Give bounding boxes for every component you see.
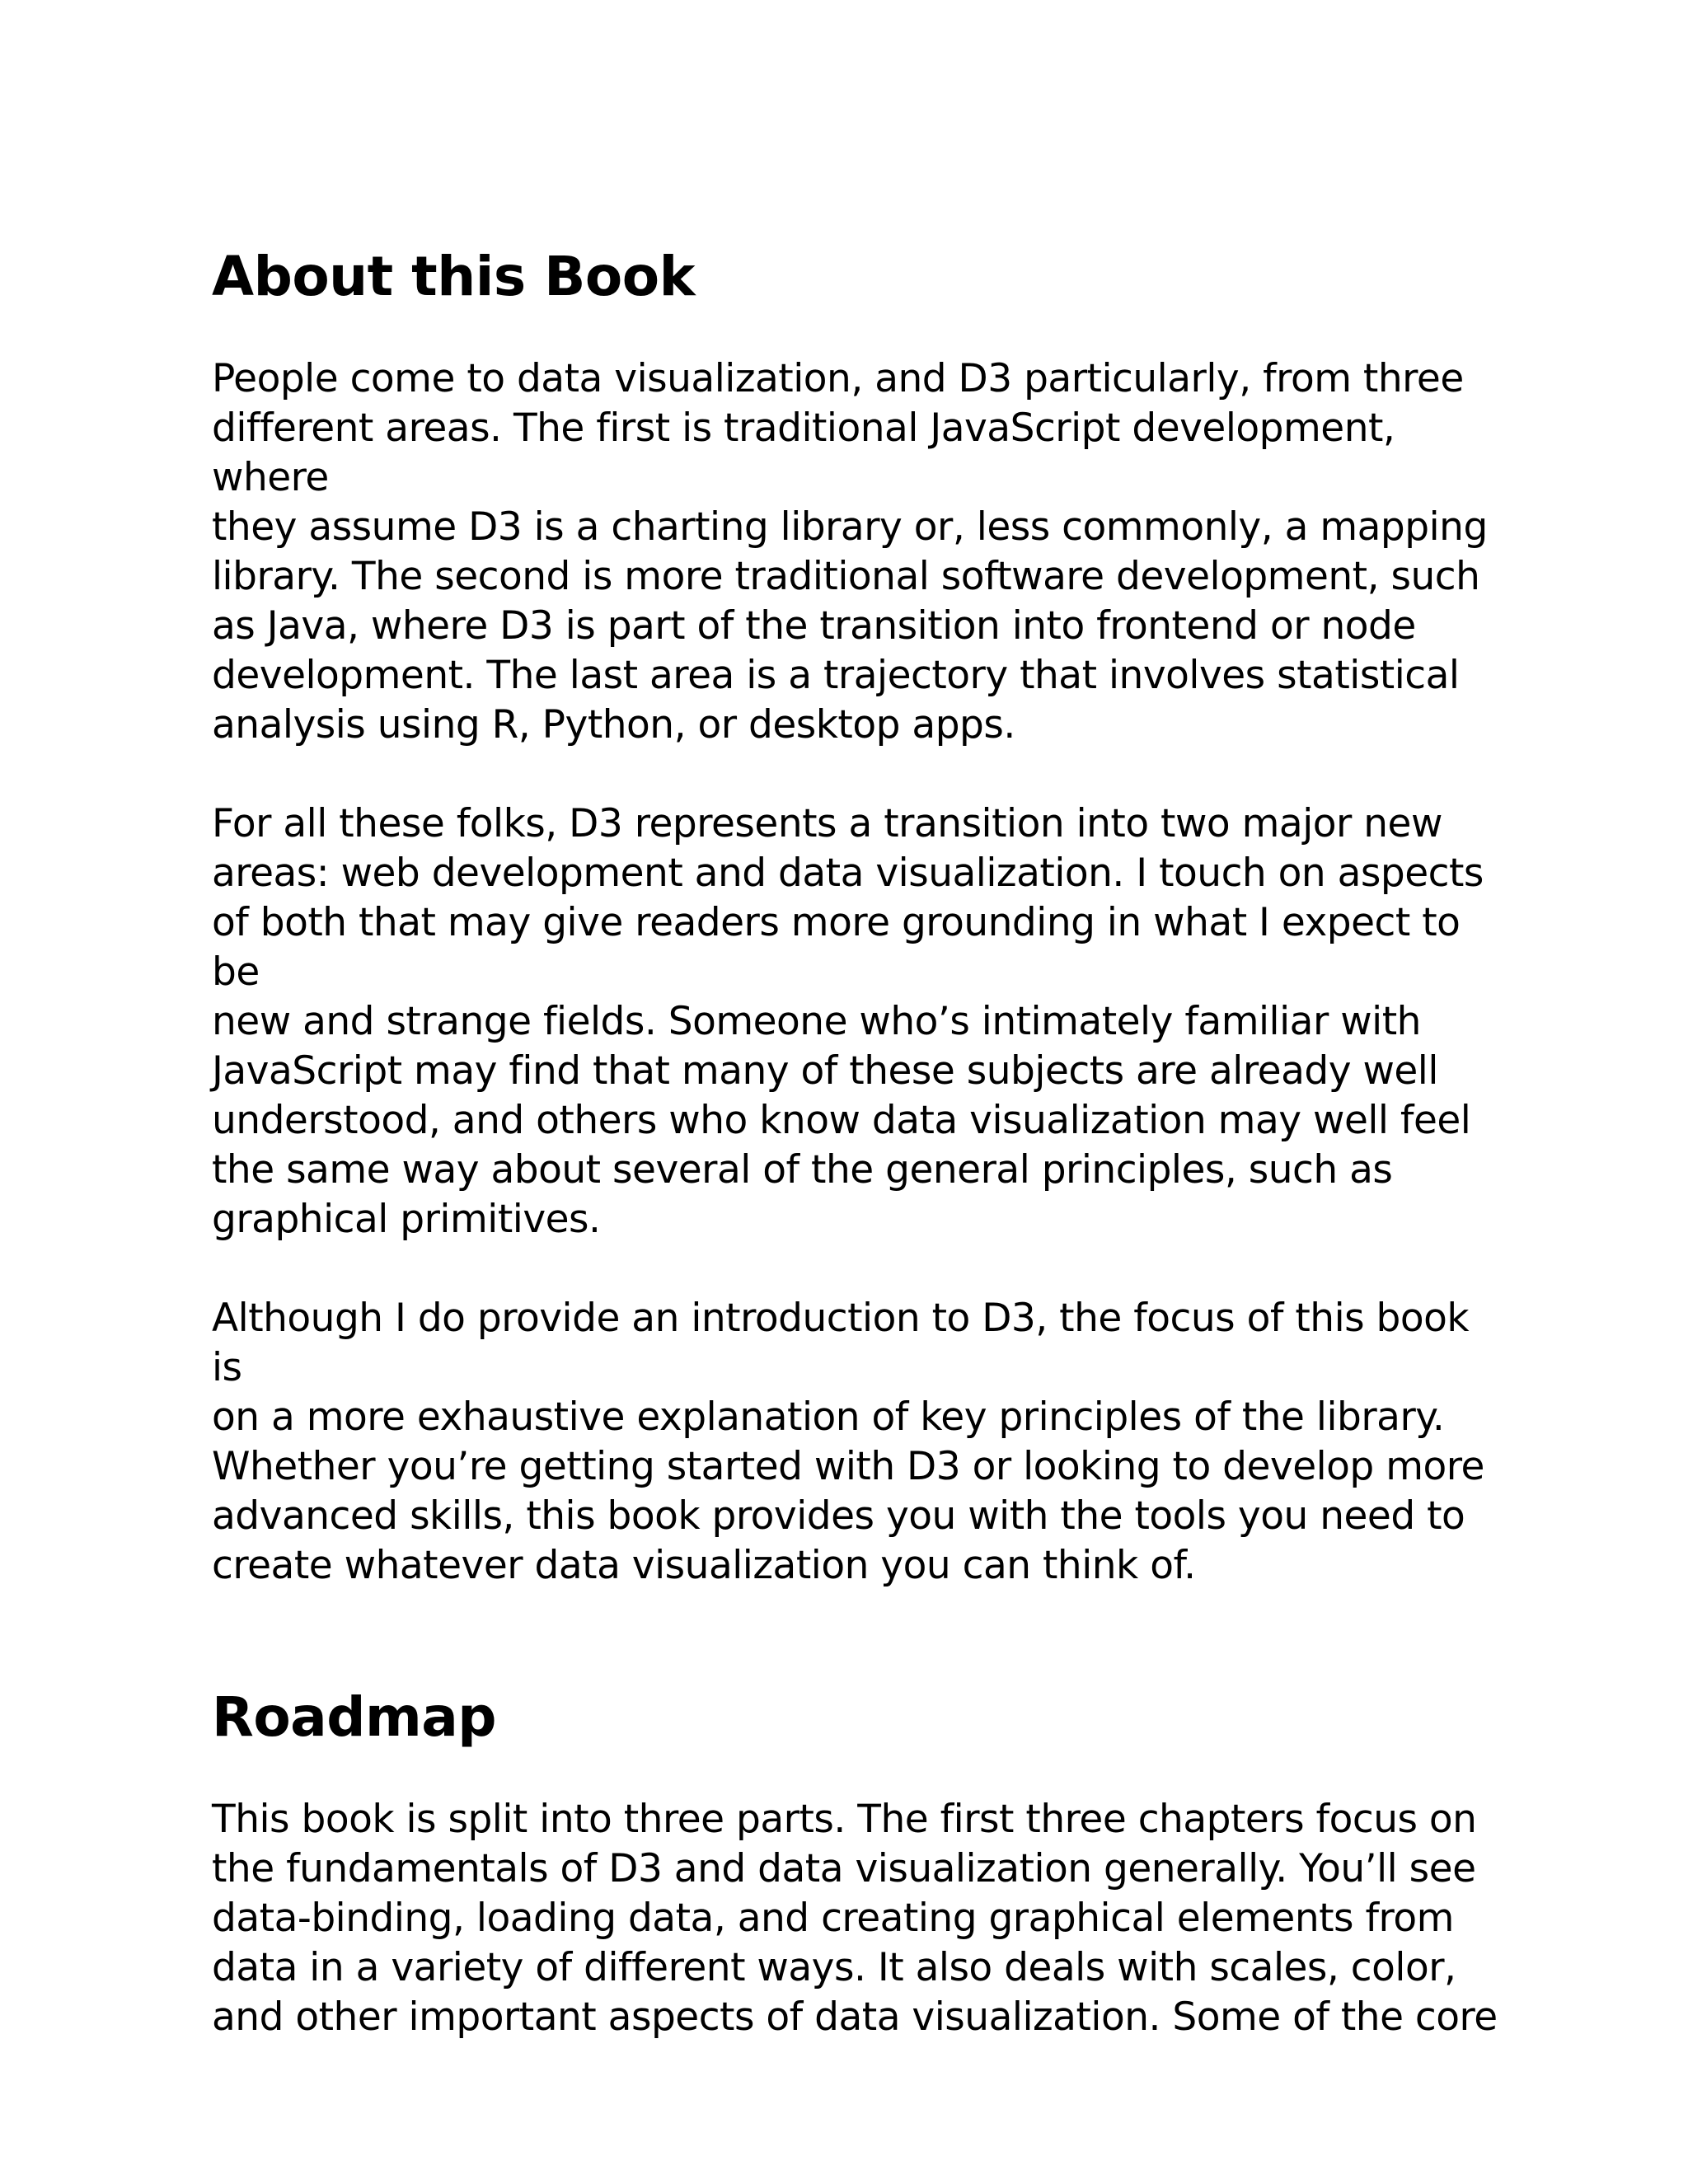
page-content bbox=[212, 241, 1498, 2042]
paragraph-about-3: Although I do provide an introduction to D3, the focus of this book is on a more exhaustive explanation of key principles of the library. Whether you’re getting started with D3 or looking to develop more advanced skills, this book provides you with the tools you need to create whatever data visualization you can think of. bbox=[212, 1296, 1484, 1588]
paragraph-about-1: People come to data visualization, and D3 particularly, from three different areas. The first is traditional JavaScript development, where they assume D3 is a charting library or, less commonly, a mapping library. The second is more traditional software development, such as Java, where D3 is part of the transition into frontend or node development. The last area is a trajectory that involves statistical analysis using R, Python, or desktop apps. bbox=[212, 356, 1488, 748]
paragraph-about-2: For all these folks, D3 represents a transition into two major new areas: web development and data visualization. I touch on aspects of both that may give readers more grounding in what I expect to be new and strange fields. Someone who’s intimately familiar with JavaScript may find that many of these subjects are already well understood, and others who know data visualization may well feel the same way about several of the general principles, such as graphical primitives. bbox=[212, 801, 1484, 1242]
section-heading-roadmap: Roadmap bbox=[212, 1685, 496, 1749]
section-heading-about-this-book: About this Book bbox=[212, 245, 695, 308]
paragraph-roadmap-1: This book is split into three parts. The first three chapters focus on the fundamentals of D3 and data visualization generally. You’ll see data-binding, loading data, and creating graphical elements from data in a variety of different ways. It also deals with scales, color, and other important aspects of data visualization. Some of the core bbox=[212, 1797, 1498, 2040]
